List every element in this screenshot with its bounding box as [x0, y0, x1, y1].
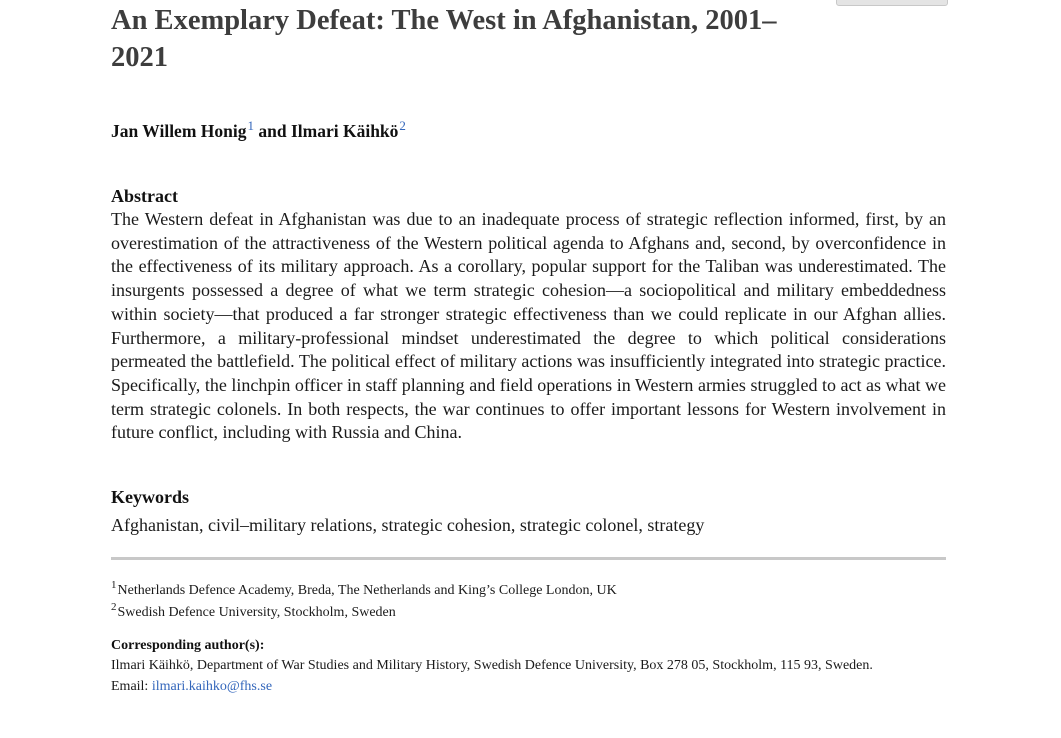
affiliation-text: Swedish Defence University, Stockholm, Sweden [117, 605, 396, 621]
corresponding-email-line [111, 677, 946, 698]
email-label: Email: [111, 678, 149, 694]
author-connector: and [258, 121, 287, 141]
affiliation-item [111, 602, 946, 624]
abstract-text: The Western defeat in Afghanistan was due to an inadequate process of strategic reflection informed, first, by an overestimation of the attractiveness of the Western political agenda to Afghans and, second, by overconfidence in the effectiveness of its military approach. As a corollary, popular support for the Taliban was underestimated. The insurgents possessed a degree of what we term strategic cohesion—a sociopolitical and military embeddedness within society—that produced a far stronger strategic effectiveness than we could replicate in our Afghan allies. Furthermore, a military-professional mindset underestimated the degree to which political considerations permeated the battlefield. The political effect of military actions was insufficiently integrated into strategic practice. Specifically, the linchpin officer in staff planning and field operations in Western armies struggled to act as what we term strategic colonels. In both respects, the war continues to offer important lessons for Western involvement in future conflict, including with Russia and China. [111, 209, 946, 443]
article-title: An Exemplary Defeat: The West in Afghanistan, 2001–2021 [111, 5, 777, 73]
keywords-text: Afghanistan, civil–military relations, strategic cohesion, strategic colonel, strategy [111, 515, 705, 536]
affiliation-link[interactable]: 2 [399, 118, 406, 133]
corresponding-address: Ilmari Käihkö, Department of War Studies and Military History, Swedish Defence University, Box 278 05, Stockholm, 115 93, Sweden. [111, 658, 873, 674]
article [111, 0, 946, 697]
affiliation-text: Netherlands Defence Academy, Breda, The Netherlands and King’s College London, UK [117, 583, 617, 599]
section-divider [111, 557, 946, 560]
affiliation-mark: 2 [111, 601, 117, 614]
author-list [111, 120, 946, 142]
abstract-heading: Abstract [111, 186, 178, 206]
affiliations [111, 580, 946, 624]
affiliation-link[interactable]: 1 [247, 118, 254, 133]
corresponding-heading: Corresponding author(s): [111, 638, 265, 654]
keywords-heading: Keywords [111, 487, 189, 508]
affiliation-item [111, 580, 946, 602]
email-link[interactable]: ilmari.kaihko@fhs.se [151, 678, 273, 694]
author-name: Jan Willem Honig [111, 121, 247, 141]
affiliation-mark: 1 [111, 579, 117, 592]
author-name: Ilmari Käihkö [290, 121, 399, 141]
